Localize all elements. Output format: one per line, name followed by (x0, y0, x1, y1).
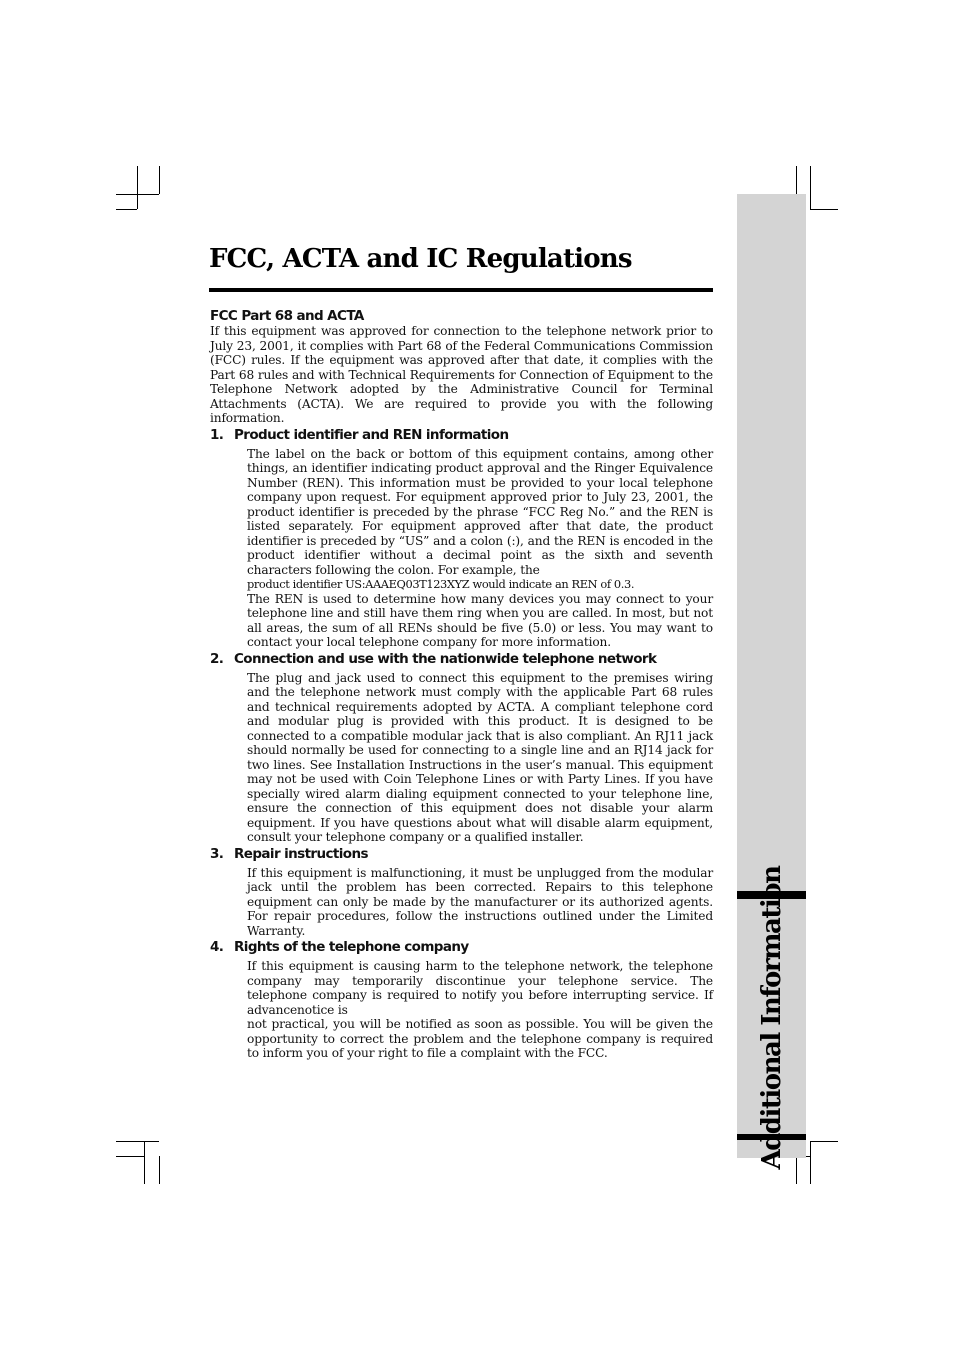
item-title: Repair instructions (234, 845, 368, 862)
item-body (247, 671, 713, 845)
item-title: Rights of the telephone company (234, 939, 469, 955)
item-body (247, 866, 713, 939)
item-paragraph: If this equipment is causing harm to the telephone network, the telephone company may temporarily discontinue your telephone service. The telephone company is required to notify you before interrupting service. If advancenotice is (247, 959, 713, 1017)
crop-mark (796, 1156, 797, 1184)
list-item-1 (210, 427, 713, 650)
item-paragraph: The label on the back or bottom of this equipment contains, among other things, an identifier indicating product approval and the Ringer Equivalence Number (REN). This information must be provided to your local telephone company upon request. For equipment approved prior to July 23, 2001, the product identifier is preceded by the phrase “FCC Reg No.” and the REN is listed separately. For equipment approved after that date, the product identifier is preceded by “US” and a colon (:), and the REN is encoded in the product identifier without a decimal point as the sixth and seventh characters following the colon. For example, the (247, 446, 713, 577)
item-paragraph: not practical, you will be notified as soon as possible. You will be given the opportunity to correct the problem and the telephone company is required to inform you of your right to file a complaint with the FCC. (247, 1017, 713, 1060)
item-heading (210, 939, 713, 955)
intro-paragraph: If this equipment was approved for connection to the telephone network prior to July 23, 2001, it complies with Part 68 of the Federal Communications Commission (FCC) rules. If the equipment was approved after that date, it complies with the Part 68 rules and with Technical Requirements for Connection of Equipment to the Telephone Network adopted by the Administrative Council for Terminal Attachments (ACTA). We are required to provide you with the following information. (210, 324, 713, 425)
list-item-4 (210, 939, 713, 1061)
crop-mark (810, 209, 838, 210)
item-paragraph: If this equipment is malfunctioning, it must be unplugged from the modular jack until the problem has been corrected. Repairs to this telephone equipment can only be made by the manufacturer or its authorized agents. For repair procedures, follow the instructions outlined under the Limited Warranty. (247, 865, 713, 938)
item-number: 1. (210, 426, 224, 443)
crop-mark (116, 209, 137, 210)
item-paragraph: The plug and jack used to connect this equipment to the premises wiring and the telephone network must comply with the applicable Part 68 rules and technical requirements adopted by ACTA. A compliant telephone cord and modular plug is provided with this product. It is designed to be connected to a compatible modular jack that is also compliant. An RJ11 jack should normally be used for connecting to a single line and an RJ14 jack for two lines. See Installation Instructions in the user’s manual. This equipment may not be used with Coin Telephone Lines or with Party Lines. If you have specially wired alarm dialing equipment connected to your telephone line, ensure the connection of this equipment does not disable your alarm equipment. If you have questions about what will disable alarm equipment, consult your telephone company or a qualified installer. (247, 670, 713, 844)
item-number: 2. (210, 650, 224, 667)
item-title: Product identifier and REN information (234, 426, 509, 443)
section-heading: FCC Part 68 and ACTA (210, 308, 364, 324)
item-body (247, 959, 713, 1061)
crop-mark (116, 1141, 159, 1142)
item-number: 3. (210, 845, 224, 862)
list-item-3 (210, 846, 713, 939)
list-item-2 (210, 651, 713, 845)
item-heading (210, 846, 713, 862)
item-heading (210, 651, 713, 667)
crop-mark (810, 166, 811, 209)
crop-mark (810, 1141, 838, 1142)
item-body (247, 447, 713, 650)
crop-mark (159, 166, 160, 194)
crop-mark (144, 1141, 145, 1184)
crop-mark (116, 194, 159, 195)
crop-mark (796, 166, 797, 194)
main-content (210, 308, 713, 1061)
crop-mark (137, 166, 138, 209)
item-paragraph: product identifier US:AAAEQ03T123XYZ would indicate an REN of 0.3. (247, 577, 635, 591)
crop-mark (159, 1156, 160, 1184)
title-rule (209, 288, 713, 292)
item-title: Connection and use with the nationwide telephone network (234, 650, 657, 667)
item-heading (210, 427, 713, 443)
item-number: 4. (210, 939, 224, 955)
crop-mark (810, 1141, 811, 1184)
crop-mark (116, 1156, 144, 1157)
item-paragraph: The REN is used to determine how many devices you may connect to your telephone line and still have them ring when you are called. In most, but not all areas, the sum of all RENs should be five (5.0) or less. You may want to contact your local telephone company for more information. (247, 591, 713, 649)
page-title: FCC, ACTA and IC Regulations (209, 244, 632, 274)
side-tab-label: Additional Information (757, 866, 787, 1170)
